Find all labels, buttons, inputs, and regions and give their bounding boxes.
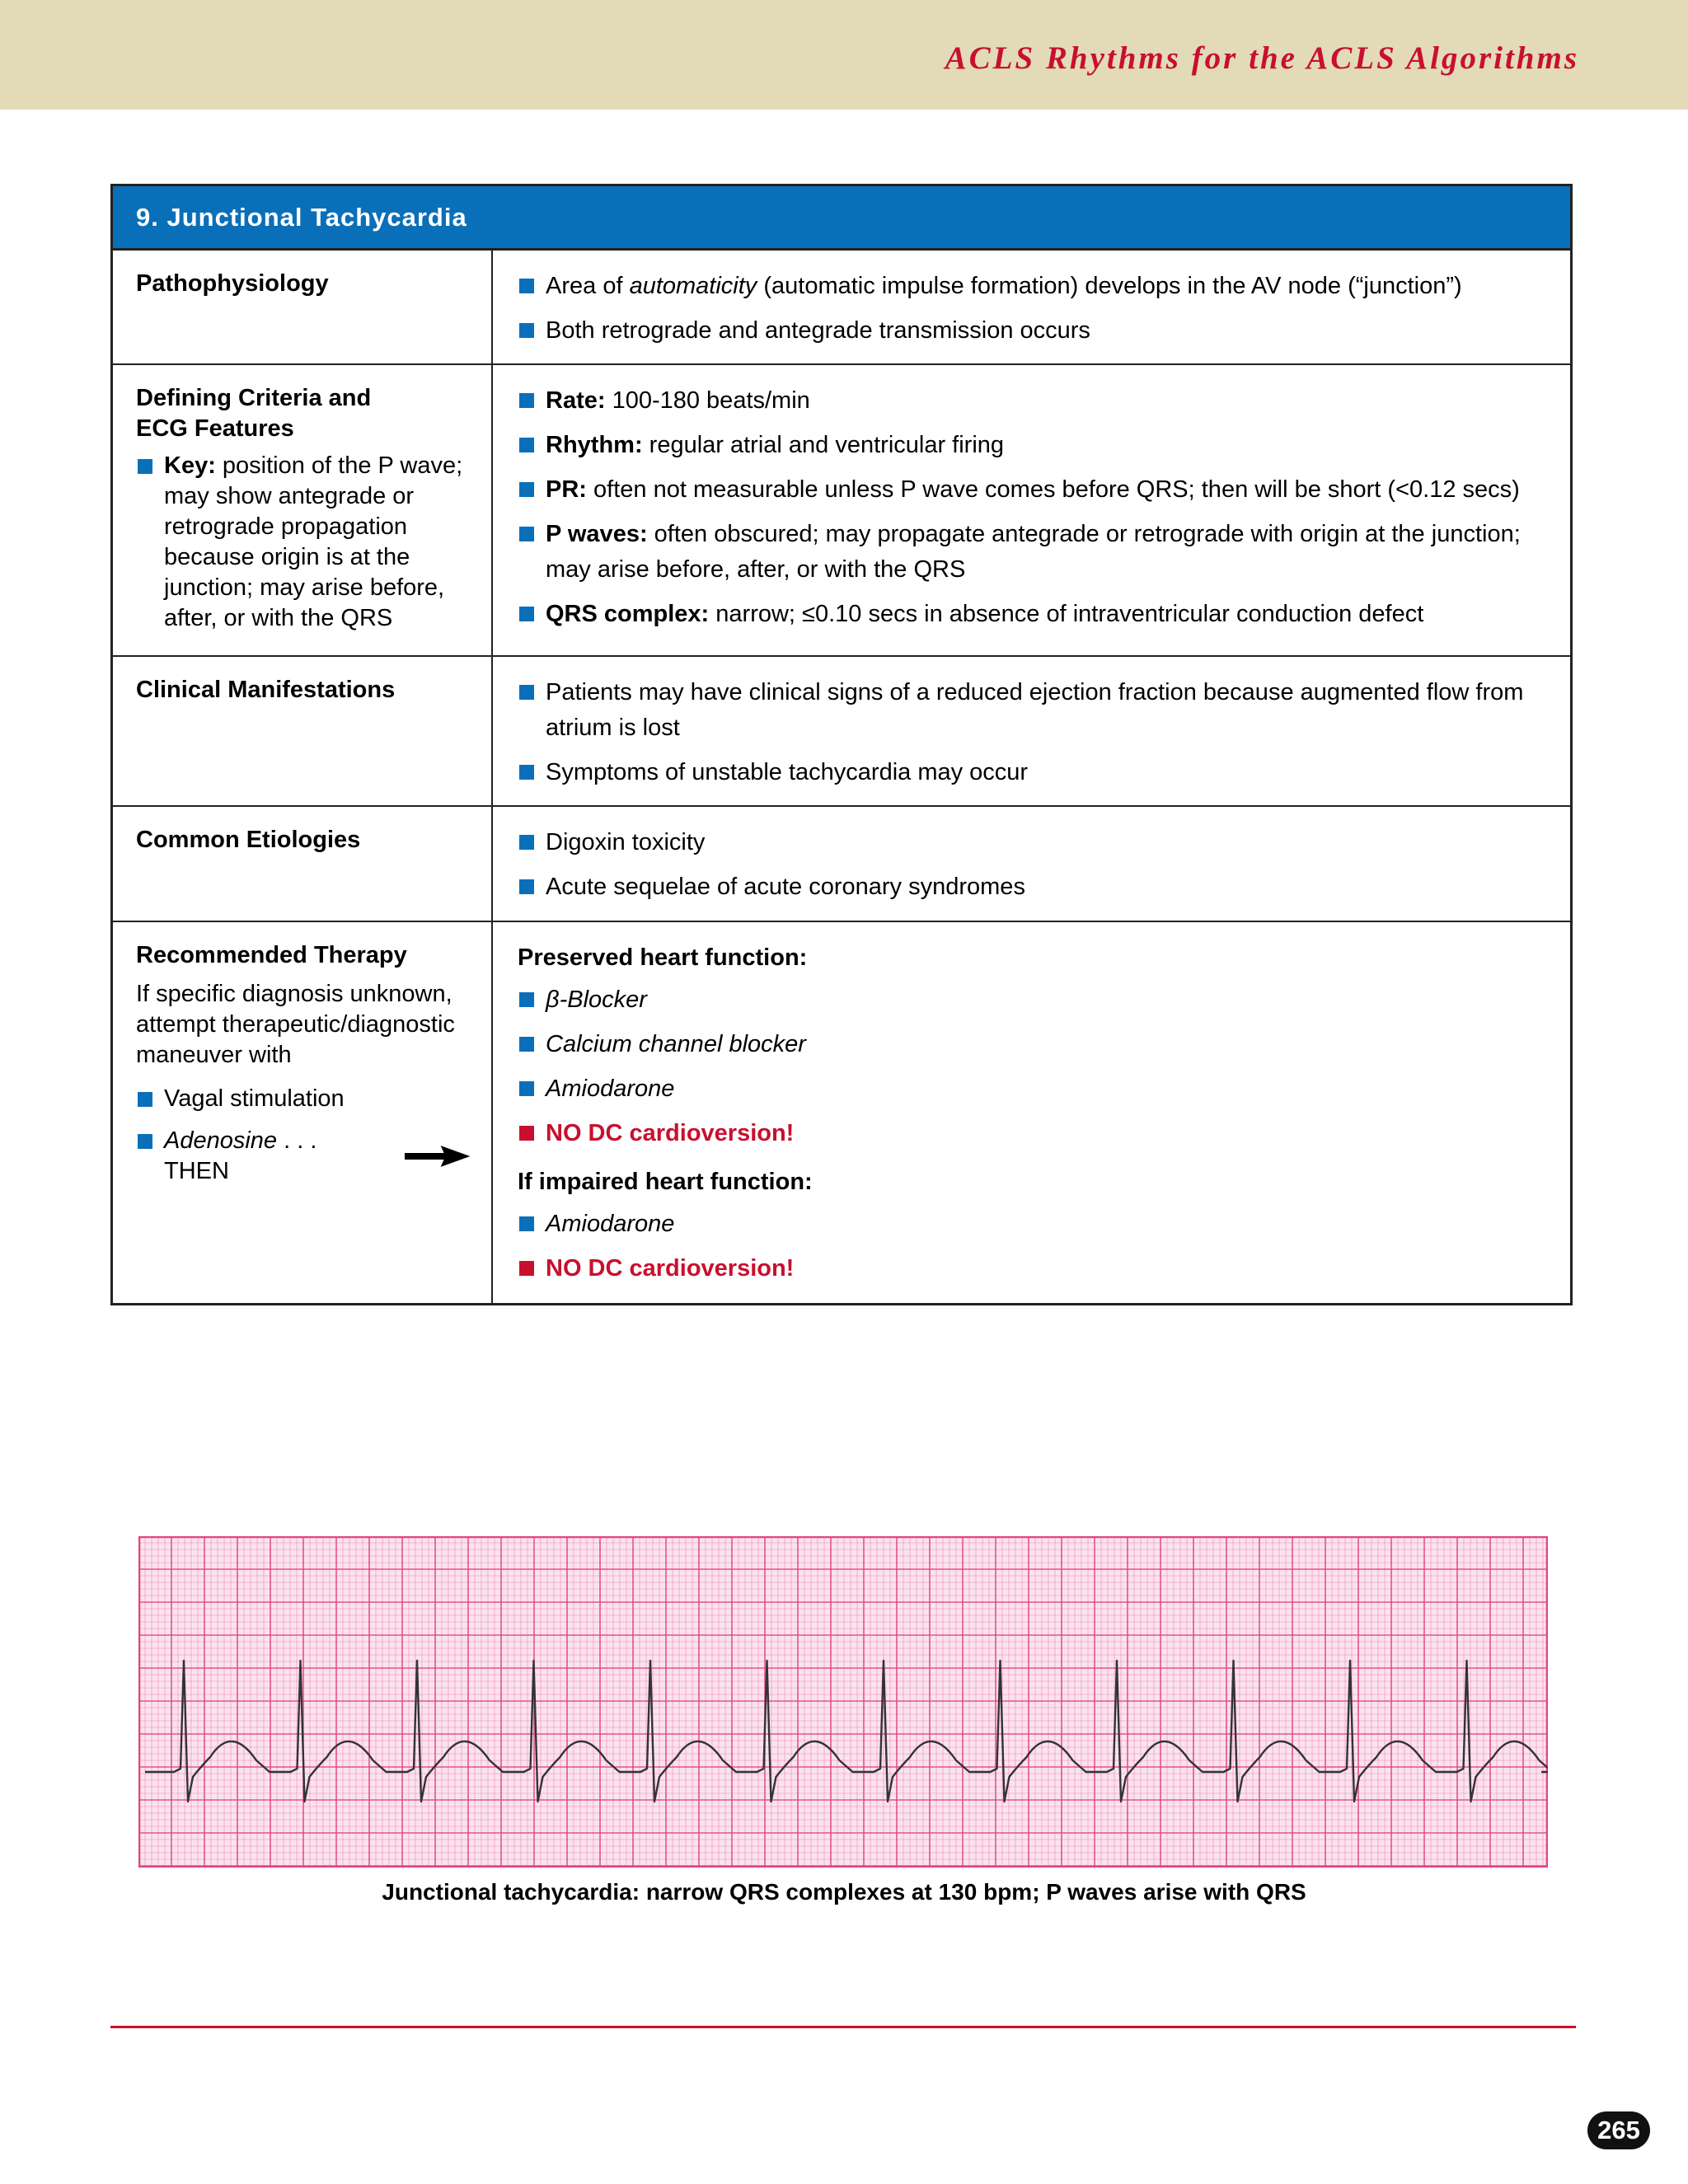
row-label: Common Etiologies <box>136 827 361 853</box>
bullet-item: Amiodarone <box>518 1207 1545 1242</box>
row-pathophysiology <box>113 251 1570 365</box>
row-common-etiologies <box>113 807 1570 922</box>
warning-bullet: NO DC cardioversion! <box>518 1116 1545 1151</box>
rhythm-panel <box>110 184 1573 1305</box>
bullet-p-waves: P waves: often obscured; may propagate antegrade or retrograde with origin at the junction; may arise before, after, or with the QRS <box>518 517 1545 588</box>
row-label: Recommended Therapy <box>136 942 407 968</box>
row-label: Clinical Manifestations <box>136 677 396 703</box>
bullet-item: Amiodarone <box>518 1071 1545 1107</box>
row-content-cell <box>493 807 1570 921</box>
bullet-item: β-Blocker <box>518 982 1545 1018</box>
therapy-intro: If specific diagnosis unknown, attempt therapeutic/diagnostic maneuver with <box>136 981 455 1068</box>
row-label-cell <box>113 922 493 1303</box>
row-label-cell <box>113 807 493 921</box>
key-bullet: Key: position of the P wave; may show antegrade or retrograde propagation because origin is at the junction; may arise before, after, or with the QRS <box>136 451 470 634</box>
row-label-cell <box>113 365 493 655</box>
preserved-heading: Preserved heart function: <box>518 944 808 971</box>
bullet-item: Both retrograde and antegrade transmission occurs <box>518 313 1545 349</box>
bullet-rate: Rate: 100-180 beats/min <box>518 383 1545 419</box>
row-label-cell <box>113 251 493 363</box>
therapy-vagal: Vagal stimulation <box>136 1084 470 1114</box>
bullet-item: Calcium channel blocker <box>518 1027 1545 1062</box>
bullet-pr: PR: often not measurable unless P wave comes before QRS; then will be short (<0.12 secs) <box>518 472 1545 508</box>
row-recommended-therapy <box>113 922 1570 1303</box>
bullet-item: Symptoms of unstable tachycardia may occur <box>518 755 1545 790</box>
row-label-cell <box>113 657 493 805</box>
impaired-heading: If impaired heart function: <box>518 1169 813 1195</box>
bullet-rhythm: Rhythm: regular atrial and ventricular firing <box>518 428 1545 463</box>
warning-bullet: NO DC cardioversion! <box>518 1251 1545 1286</box>
footer-rule <box>110 2026 1576 2028</box>
row-label: Pathophysiology <box>136 270 329 297</box>
running-header-title: ACLS Rhythms for the ACLS Algorithms <box>945 40 1579 76</box>
bullet-item: Digoxin toxicity <box>518 825 1545 860</box>
row-content-cell <box>493 657 1570 805</box>
right-arrow-icon <box>405 1143 470 1169</box>
row-content-cell <box>493 365 1570 655</box>
ecg-strip <box>138 1536 1548 1868</box>
bullet-qrs: QRS complex: narrow; ≤0.10 secs in absence of intraventricular conduction defect <box>518 597 1545 632</box>
bullet-item: Area of automaticity (automatic impulse formation) develops in the AV node (“junction”) <box>518 269 1545 304</box>
page-number: 265 <box>1587 2111 1650 2149</box>
bullet-item: Patients may have clinical signs of a reduced ejection fraction because augmented flow from atrium is lost <box>518 675 1545 746</box>
ecg-caption: Junctional tachycardia: narrow QRS complexes at 130 bpm; P waves arise with QRS <box>382 1879 1306 1905</box>
row-defining-criteria <box>113 365 1570 657</box>
row-clinical-manifestations <box>113 657 1570 807</box>
bullet-item: Acute sequelae of acute coronary syndromes <box>518 869 1545 905</box>
row-content-cell <box>493 922 1570 1303</box>
row-label: Defining Criteria and ECG Features <box>136 385 372 442</box>
row-content-cell <box>493 251 1570 363</box>
ecg-graph <box>138 1536 1548 1868</box>
panel-title: 9. Junctional Tachycardia <box>113 186 1570 251</box>
therapy-adenosine: Adenosine . . . THEN <box>136 1126 470 1187</box>
